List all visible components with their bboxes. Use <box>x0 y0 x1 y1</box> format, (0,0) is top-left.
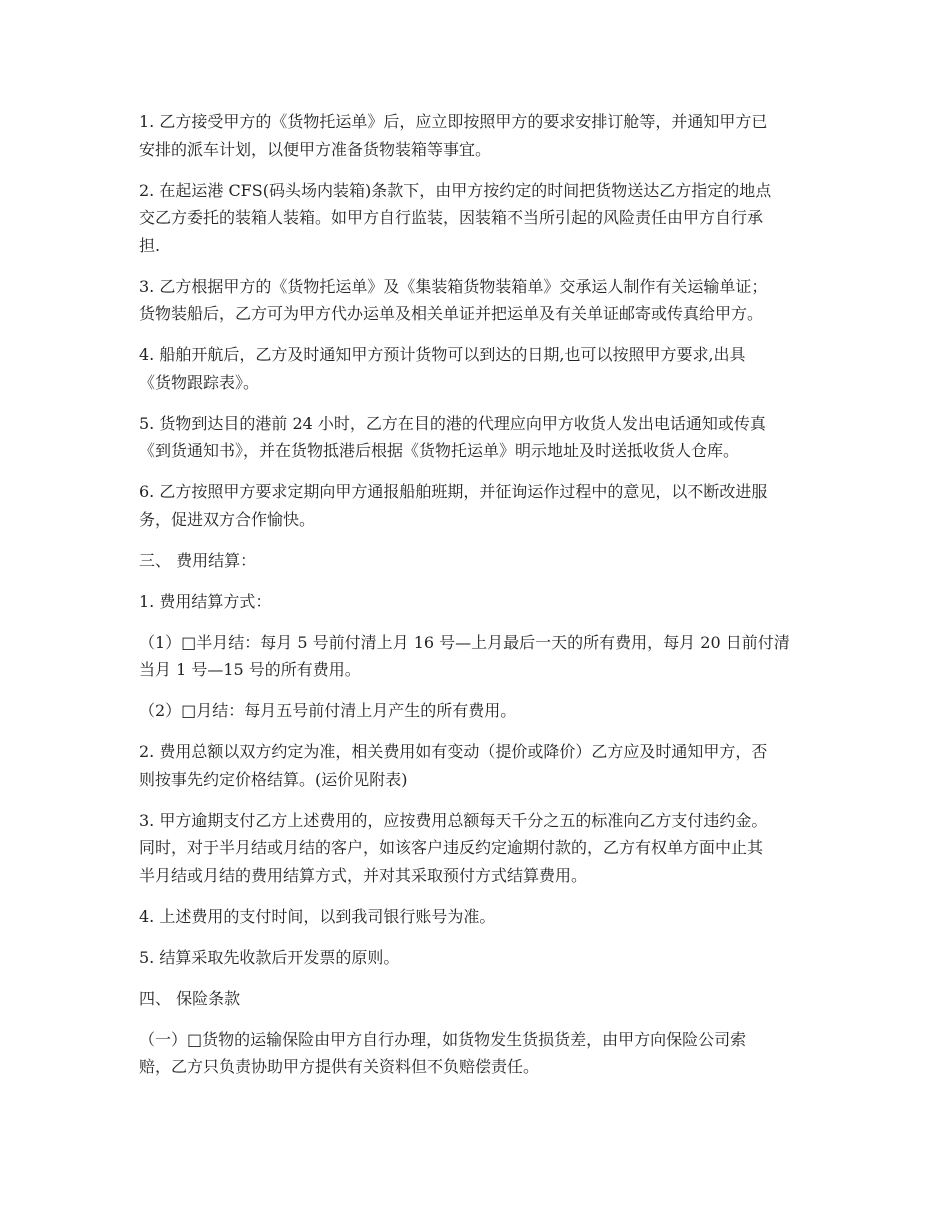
text-line: 2. 费用总额以双方约定为准，相关费用如有变动（提价或降价）乙方应及时通知甲方，否 <box>139 742 768 761</box>
text-line: 3. 甲方逾期支付乙方上述费用的，应按费用总额每天千分之五的标准向乙方支付违约金。 <box>139 810 768 830</box>
text-line: 当月 1 号—15 号的所有费用。 <box>139 660 361 679</box>
text-line: 担. <box>139 235 161 255</box>
text-line: （2）□月结：每月五号前付清上月产生的所有费用。 <box>139 701 517 720</box>
text-line: 1. 费用结算方式： <box>139 591 272 611</box>
fee-clause-4 <box>139 903 811 931</box>
text-line: 货物装船后，乙方可为甲方代办运单及相关单证并把运单及有关单证邮寄或传真给甲方。 <box>139 304 764 323</box>
fee-clause-1 <box>139 588 811 616</box>
text-line: （1）□半月结：每月 5 号前付清上月 16 号—上月最后一天的所有费用，每月 20 日前付清 <box>139 632 790 652</box>
text-line: 务，促进双方合作愉快。 <box>139 509 316 529</box>
text-line: 4. 上述费用的支付时间，以到我司银行账号为准。 <box>139 906 496 926</box>
text-line: 5. 货物到达目的港前 24 小时，乙方在目的港的代理应向甲方收货人发出电话通知或传真 <box>139 413 766 433</box>
text-line: 《货物跟踪表》。 <box>139 372 260 392</box>
text-line: 赔，乙方只负责协助甲方提供有关资料但不负赔偿责任。 <box>139 1057 540 1076</box>
clause-6 <box>139 478 811 533</box>
text-line: 《到货通知书》，并在货物抵港后根据《货物托运单》明示地址及时送抵收货人仓库。 <box>139 441 740 460</box>
clause-1 <box>139 108 811 163</box>
text-line: 4. 船舶开航后，乙方及时通知甲方预计货物可以到达的日期,也可以按照甲方要求,出具 <box>139 345 746 364</box>
text-line: 1. 乙方接受甲方的《货物托运单》后，应立即按照甲方的要求安排订舱等，并通知甲方已 <box>139 112 768 131</box>
section-heading-insurance <box>139 985 811 1013</box>
clause-5 <box>139 410 811 465</box>
text-line: 6. 乙方按照甲方要求定期向甲方通报船舶班期，并征询运作过程中的意见，以不断改进服 <box>139 482 768 501</box>
text-line: 安排的派车计划，以便甲方准备货物装箱等事宜。 <box>139 139 492 159</box>
text-line: 半月结或月结的费用结算方式，并对其采取预付方式结算费用。 <box>139 865 588 885</box>
fee-option-monthly <box>139 697 811 725</box>
text-line: （一）□货物的运输保险由甲方自行办理，如货物发生货损货差，由甲方向保险公司索 <box>139 1029 747 1049</box>
text-line: 交乙方委托的装箱人装箱。如甲方自行监装，因装箱不当所引起的风险责任由甲方自行承 <box>139 208 764 227</box>
document-page <box>139 108 811 1094</box>
text-line: 2. 在起运港 CFS(码头场内装箱)条款下，由甲方按约定的时间把货物送达乙方指定的地点 <box>139 180 772 200</box>
text-line: 5. 结算采取先收款后开发票的原则。 <box>139 947 400 967</box>
clause-3 <box>139 273 811 328</box>
clause-2 <box>139 177 811 260</box>
fee-option-half-month <box>139 629 811 684</box>
fee-clause-3 <box>139 807 811 890</box>
text-line: 3. 乙方根据甲方的《货物托运单》及《集装箱货物装箱单》交承运人制作有关运输单证； <box>139 276 768 296</box>
text-line: 同时，对于半月结或月结的客户，如该客户违反约定逾期付款的，乙方有权单方面中止其 <box>139 838 764 857</box>
text-line: 四、 保险条款 <box>139 988 241 1008</box>
text-line: 则按事先约定价格结算。(运价见附表) <box>139 769 408 789</box>
insurance-clause-1 <box>139 1026 811 1081</box>
section-heading-fee-settlement <box>139 547 811 575</box>
fee-clause-2 <box>139 738 811 793</box>
text-line: 三、 费用结算： <box>139 550 257 570</box>
fee-clause-5 <box>139 944 811 972</box>
clause-4 <box>139 341 811 396</box>
